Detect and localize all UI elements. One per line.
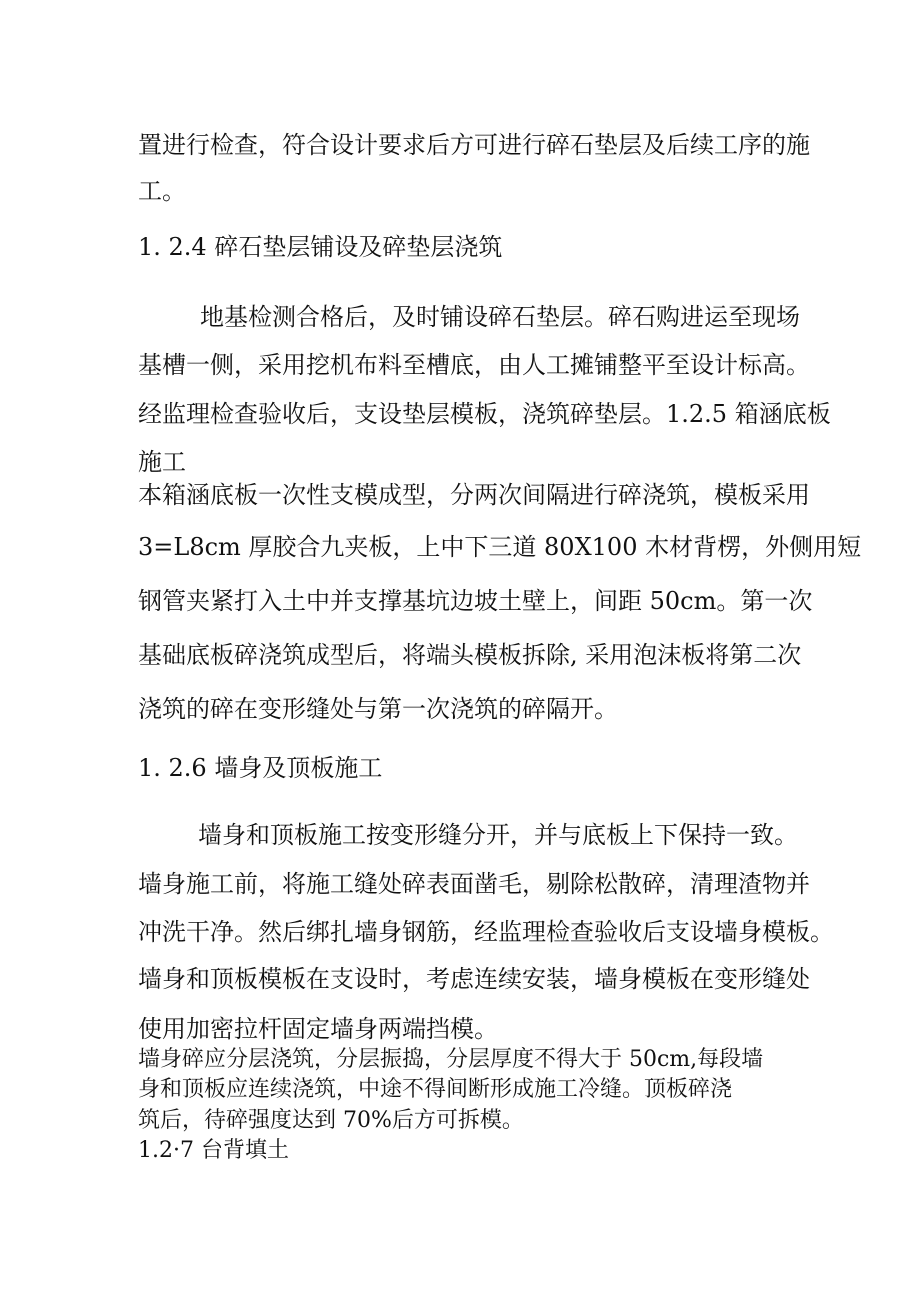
paragraph-line: 墙身和顶板施工按变形缝分开，并与底板上下保持一致。 [198, 821, 798, 849]
paragraph-line: 基槽一侧，采用挖机布料至槽底，由人工摊铺整平至设计标高。 [138, 351, 810, 379]
section-heading: 1. 2.6 墙身及顶板施工 [138, 754, 383, 782]
paragraph-line: 浇筑的碎在变形缝处与第一次浇筑的碎隔开。 [138, 695, 618, 723]
paragraph-line: 身和顶板应连续浇筑，中途不得间断形成施工冷缝。顶板碎浇 [138, 1077, 733, 1102]
paragraph-line: 基础底板碎浇筑成型后，将端头模板拆除, 采用泡沫板将第二次 [138, 641, 802, 669]
paragraph-line: 钢管夹紧打入土中并支撑基坑边坡土壁上，间距 50cm。第一次 [138, 587, 813, 615]
paragraph-line: 施工 [138, 448, 186, 476]
paragraph-line: 地基检测合格后，及时铺设碎石垫层。碎石购进运至现场 [200, 303, 800, 331]
section-heading: 1. 2.4 碎石垫层铺设及碎垫层浇筑 [138, 233, 503, 261]
paragraph-line: 工。 [138, 177, 186, 205]
paragraph-line: 墙身碎应分层浇筑，分层振捣，分层厚度不得大于 50cm,每段墙 [138, 1047, 764, 1072]
paragraph-line: 筑后，待碎强度达到 70%后方可拆模。 [138, 1108, 524, 1133]
paragraph-line: 3=L8cm 厚胶合九夹板，上中下三道 80X100 木材背楞，外侧用短 [138, 533, 862, 561]
paragraph-line: 冲洗干净。然后绑扎墙身钢筋，经监理检查验收后支设墙身模板。 [138, 918, 834, 946]
section-heading: 1.2·7 台背填土 [138, 1138, 289, 1163]
paragraph-line: 经监理检查验收后，支设垫层模板，浇筑碎垫层。1.2.5 箱涵底板 [138, 400, 831, 428]
paragraph-line: 置进行检查，符合设计要求后方可进行碎石垫层及后续工序的施 [138, 131, 810, 159]
paragraph-line: 墙身和顶板模板在支设时，考虑连续安装，墙身模板在变形缝处 [138, 965, 810, 993]
paragraph-line: 墙身施工前，将施工缝处碎表面凿毛，剔除松散碎，清理渣物并 [138, 870, 810, 898]
paragraph-line: 本箱涵底板一次性支模成型，分两次间隔进行碎浇筑，模板采用 [138, 481, 810, 509]
paragraph-line: 使用加密拉杆固定墙身两端挡模。 [138, 1015, 498, 1043]
